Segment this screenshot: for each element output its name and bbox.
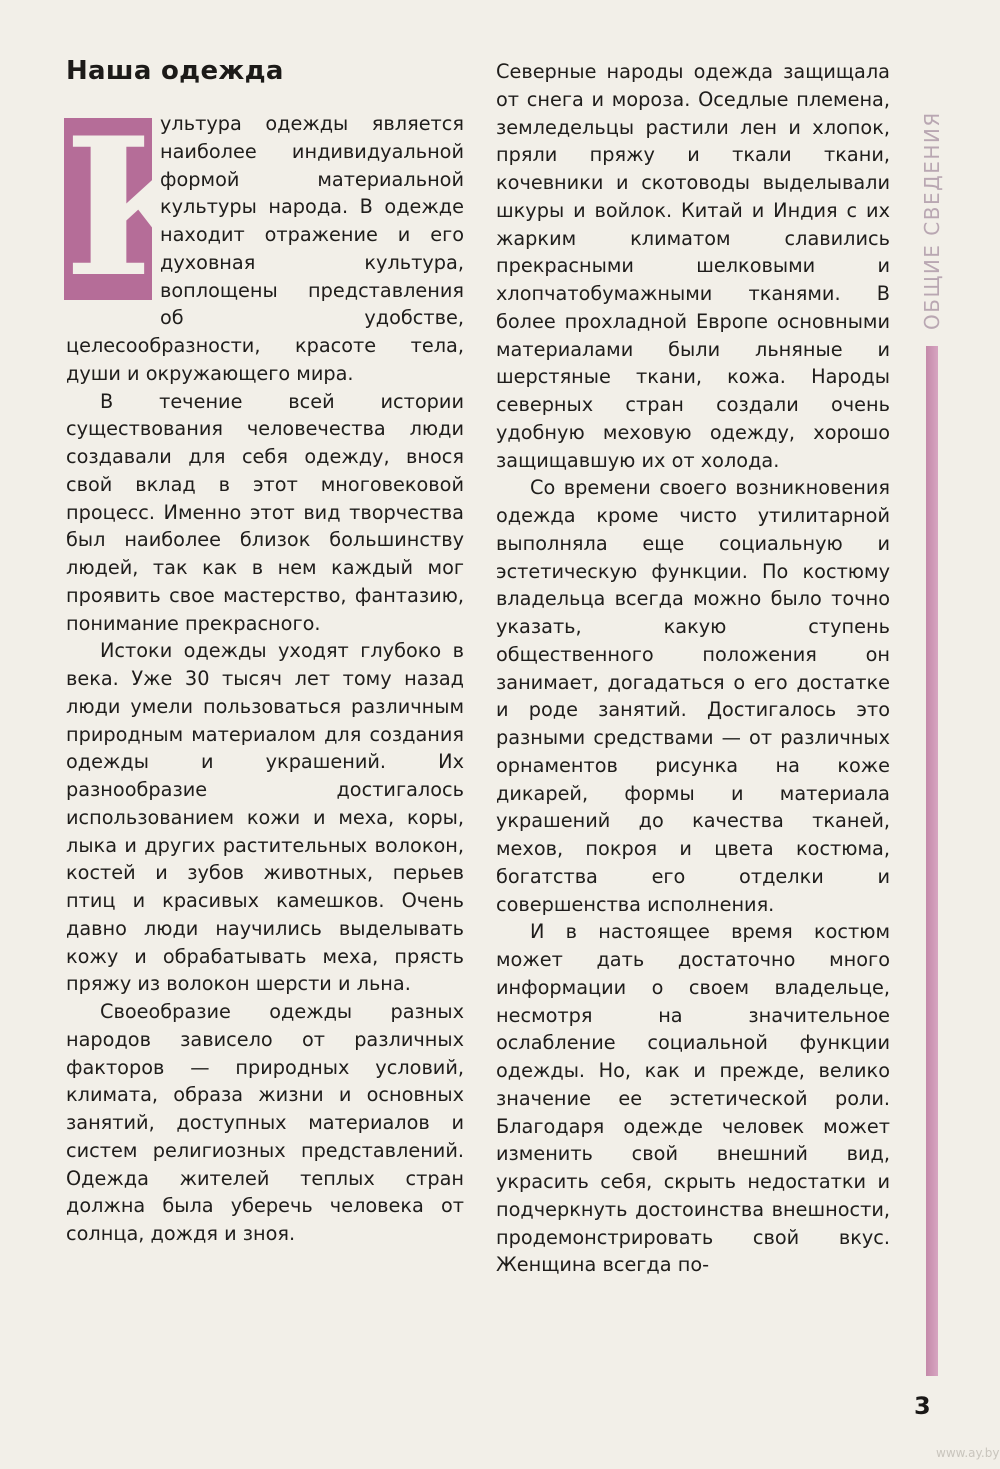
paragraph-social: Со времени своего возникновения одежда кроме чисто утилитарной выполняла еще социальную и эстетическую функции. По костюму владельца всегда можно было точно указать, какую ступень общественного положения он занимает, догадаться о его достатке и роде занятий. Достигалось это разными средствами — от различных орнаментов рисунка на коже дикарей, формы и материала украшений до качества тканей, мехов, покроя и цвета костюма, богатства его отделки и совершенства исполнения. [496, 476, 890, 916]
section-label [920, 60, 956, 330]
watermark: www.ay.by [936, 1446, 1000, 1460]
left-column [64, 96, 464, 1248]
paragraph-intro-text: ультура одежды является наиболее индивидуальной формой материальной культуры народа. В одежде находит отражение и его духовная культура, воплощены представления об удобстве, целесообразности, красоте тела, души и окружающего мира. [66, 112, 464, 385]
dropcap-letter: К [64, 96, 237, 319]
paragraph-present: И в настоящее время костюм может дать достаточно много информации о своем владельце, несмотря на значительное ослабление социальной функции одежды. Но, как и прежде, велико значение ее эстетической роли. Благодаря одежде человек может изменить свой внешний вид, украсить себя, скрыть недостатки и подчеркнуть достоинства внешности, продемонстрировать свой вкус. Женщина всегда по- [496, 920, 890, 1277]
section-accent-bar [926, 346, 938, 1376]
article-heading: Наша одежда [66, 56, 284, 86]
section-label-text: ОБЩИЕ СВЕДЕНИЯ [920, 111, 944, 330]
paragraph-intro [64, 96, 464, 388]
right-column [496, 58, 890, 1279]
paragraph-history: В течение всей истории существования человечества люди создавали для себя одежду, внося свой вклад в этот многовековой процесс. Именно этот вид творчества был наиболее близок большинству людей, так как в нем каждый мог проявить свое мастерство, фантазию, понимание прекрасного. [66, 389, 464, 635]
page-number: 3 [914, 1392, 931, 1420]
paragraph-north: Северные народы одежда защищала от снега и мороза. Оседлые племена, земледельцы растили лен и хлопок, пряли пряжу и ткали ткани, кочевники и скотоводы выделывали шкуры и войлок. Китай и Индия с их жарким климатом славились прекрасными шелковыми и хлопчатобумажными тканями. В более прохладной Европе основными материалами были льняные и шерстяные ткани, кожа. Народы северных стран создали очень удобную меховую одежду, хорошо защищавшую их от холода. [496, 60, 890, 472]
paragraph-origins: Истоки одежды уходят глубоко в века. Уже 30 тысяч лет тому назад люди умели пользоваться различным природным материалом для создания одежды и украшений. Их разнообразие достигалось использованием кожи и меха, коры, лыка и других растительных волокон, костей и зубов животных, перьев птиц и красивых камешков. Очень давно люди научились выделывать кожу и обрабатывать меха, прясть пряжу из волокон шерсти и льна. [66, 639, 464, 996]
paragraph-diversity: Своеобразие одежды разных народов зависело от различных факторов — природных условий, климата, образа жизни и основных занятий, доступных материалов и систем религиозных представлений. Одежда жителей теплых стран должна была уберечь человека от солнца, дождя и зноя. [66, 1000, 464, 1245]
